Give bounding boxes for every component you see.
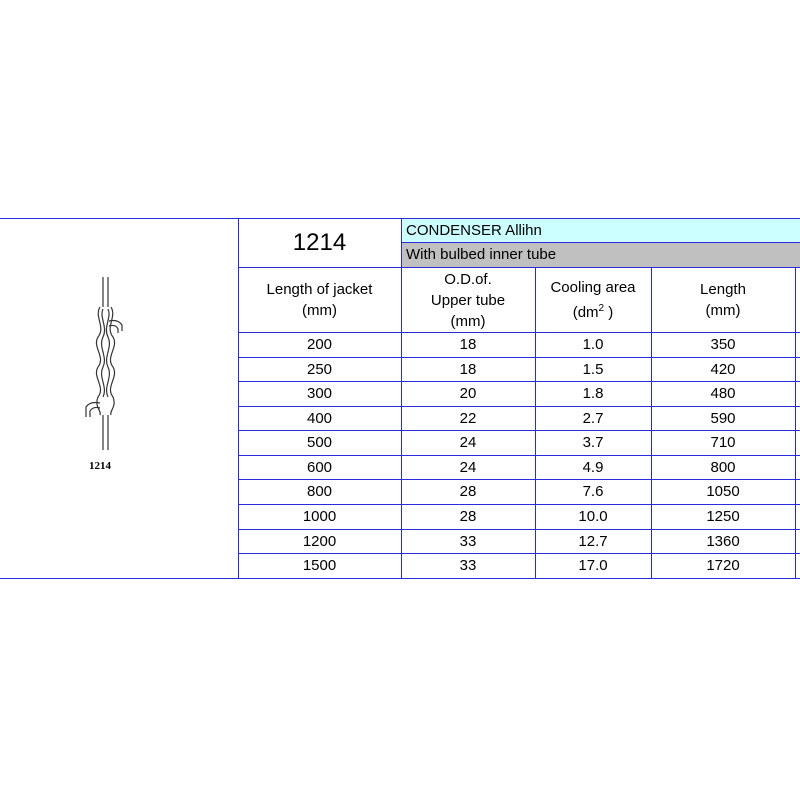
cell-length: 1720 bbox=[706, 557, 740, 574]
cell-jacket-length: 250 bbox=[306, 361, 333, 378]
cell-upper-tube-od: 28 bbox=[459, 483, 477, 500]
cell-jacket-length: 300 bbox=[306, 385, 333, 402]
cell-upper-tube-od: 28 bbox=[459, 508, 477, 525]
unit-close: ) bbox=[604, 304, 614, 321]
cell-upper-tube-od: 24 bbox=[459, 434, 477, 451]
unit-text: (dm bbox=[572, 304, 599, 321]
cell-length: 350 bbox=[710, 336, 736, 353]
cell-cooling-area: 1.5 bbox=[582, 361, 604, 378]
cell-jacket-length: 400 bbox=[306, 410, 333, 427]
cell-cooling-area: 10.0 bbox=[578, 508, 608, 525]
product-title: CONDENSER Allihn bbox=[402, 219, 800, 242]
cell-upper-tube-od: 18 bbox=[459, 361, 477, 378]
cell-cooling-area: 3.7 bbox=[582, 434, 604, 451]
cell-jacket-length: 1500 bbox=[302, 557, 337, 574]
cell-length: 480 bbox=[710, 385, 736, 402]
cell-cooling-area: 1.0 bbox=[582, 336, 604, 353]
header-cooling-area bbox=[535, 268, 651, 332]
header-unit bbox=[550, 298, 635, 323]
cell-cooling-area: 2.7 bbox=[582, 410, 604, 427]
cell-length: 1360 bbox=[706, 533, 740, 550]
cell-length: 800 bbox=[710, 459, 736, 476]
header-line: (mm) bbox=[450, 312, 486, 330]
cell-upper-tube-od: 24 bbox=[459, 459, 477, 476]
cell-cooling-area: 12.7 bbox=[578, 533, 608, 550]
header-line: Length bbox=[700, 281, 746, 298]
header-line: O.D.of. bbox=[444, 270, 492, 288]
cell-jacket-length: 800 bbox=[306, 483, 333, 500]
cell-jacket-length: 600 bbox=[306, 459, 333, 476]
cell-upper-tube-od: 22 bbox=[459, 410, 477, 427]
cell-jacket-length: 1000 bbox=[302, 508, 337, 525]
unit-superscript: 2 bbox=[598, 303, 605, 314]
cell-upper-tube-od: 18 bbox=[459, 336, 477, 353]
column-divider bbox=[795, 267, 796, 579]
cell-jacket-length: 200 bbox=[306, 336, 333, 353]
header-line: Cooling area bbox=[550, 279, 636, 296]
cell-upper-tube-od: 33 bbox=[459, 557, 477, 574]
header-length-of-jacket bbox=[238, 268, 401, 332]
cell-length: 1250 bbox=[706, 508, 740, 525]
cell-length: 1050 bbox=[706, 483, 740, 500]
product-code: 1214 bbox=[292, 229, 347, 256]
product-subtitle: With bulbed inner tube bbox=[402, 243, 800, 267]
cell-cooling-area: 4.9 bbox=[582, 459, 604, 476]
header-line: Upper tube bbox=[430, 291, 506, 309]
condenser-drawing bbox=[78, 275, 128, 455]
cell-upper-tube-od: 20 bbox=[459, 385, 477, 402]
cell-upper-tube-od: 33 bbox=[459, 533, 477, 550]
header-line: (mm) bbox=[302, 302, 337, 319]
cell-length: 710 bbox=[710, 434, 736, 451]
header-length bbox=[651, 268, 795, 332]
header-line: (mm) bbox=[705, 302, 741, 319]
cell-length: 420 bbox=[710, 361, 736, 378]
table-bottom-border bbox=[0, 578, 800, 579]
cell-cooling-area: 7.6 bbox=[582, 483, 604, 500]
header-line: Length of jacket bbox=[266, 281, 373, 298]
cell-cooling-area: 17.0 bbox=[578, 557, 608, 574]
header-od-upper-tube bbox=[401, 268, 535, 332]
figure-label: 1214 bbox=[89, 460, 111, 472]
cell-length: 590 bbox=[710, 410, 736, 427]
cell-jacket-length: 1200 bbox=[302, 533, 337, 550]
cell-jacket-length: 500 bbox=[306, 434, 333, 451]
cell-cooling-area: 1.8 bbox=[582, 385, 604, 402]
